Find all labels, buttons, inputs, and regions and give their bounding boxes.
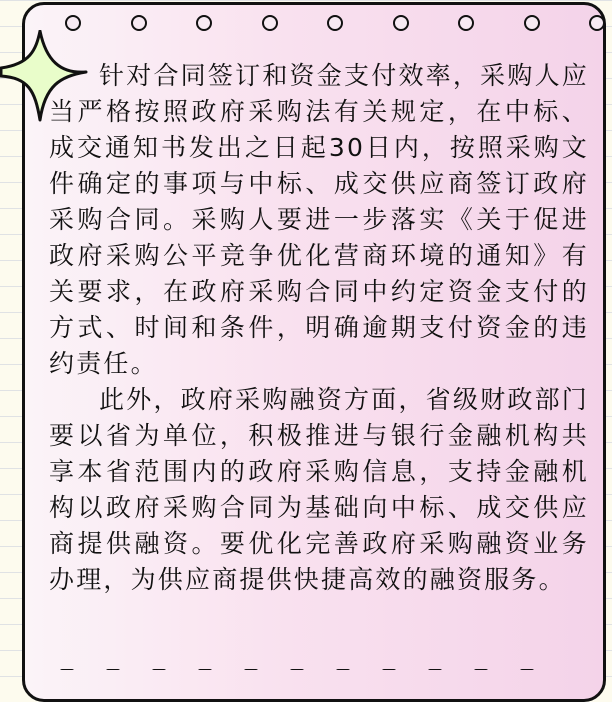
ring-icon [262, 15, 278, 31]
paragraph: 针对合同签订和资金支付效率，采购人应当严格按照政府采购法有关规定，在中标、成交通知书发出之日起30日内，按照采购文件确定的事项与中标、成交供应商签订政府采购合同。采购人要进一步落实《关于促进政府采购公平竞争优化营商环境的通知》有关要求，在政府采购合同中约定资金支付的方式、时间和条件，明确逾期支付资金的违约责任。 [49, 61, 589, 378]
paragraph: 此外，政府采购融资方面，省级财政部门要以省为单位，积极推进与银行金融机构共享本省范围内的政府采购信息，支持金融机构以政府采购合同为基础向中标、成交供应商提供融资。要优化完善政府采购融资业务办理，为供应商提供快捷高效的融资服务。 [49, 385, 589, 594]
ring-icon [196, 15, 212, 31]
cropped-next-line [60, 662, 580, 670]
ring-icon [524, 15, 540, 31]
ring-icon [65, 15, 81, 31]
ring-icon [393, 15, 409, 31]
ring-icon [327, 15, 343, 31]
ring-icon [589, 15, 605, 31]
binder-rings [65, 15, 605, 37]
article-body [49, 58, 589, 598]
ring-icon [131, 15, 147, 31]
ring-icon [458, 15, 474, 31]
